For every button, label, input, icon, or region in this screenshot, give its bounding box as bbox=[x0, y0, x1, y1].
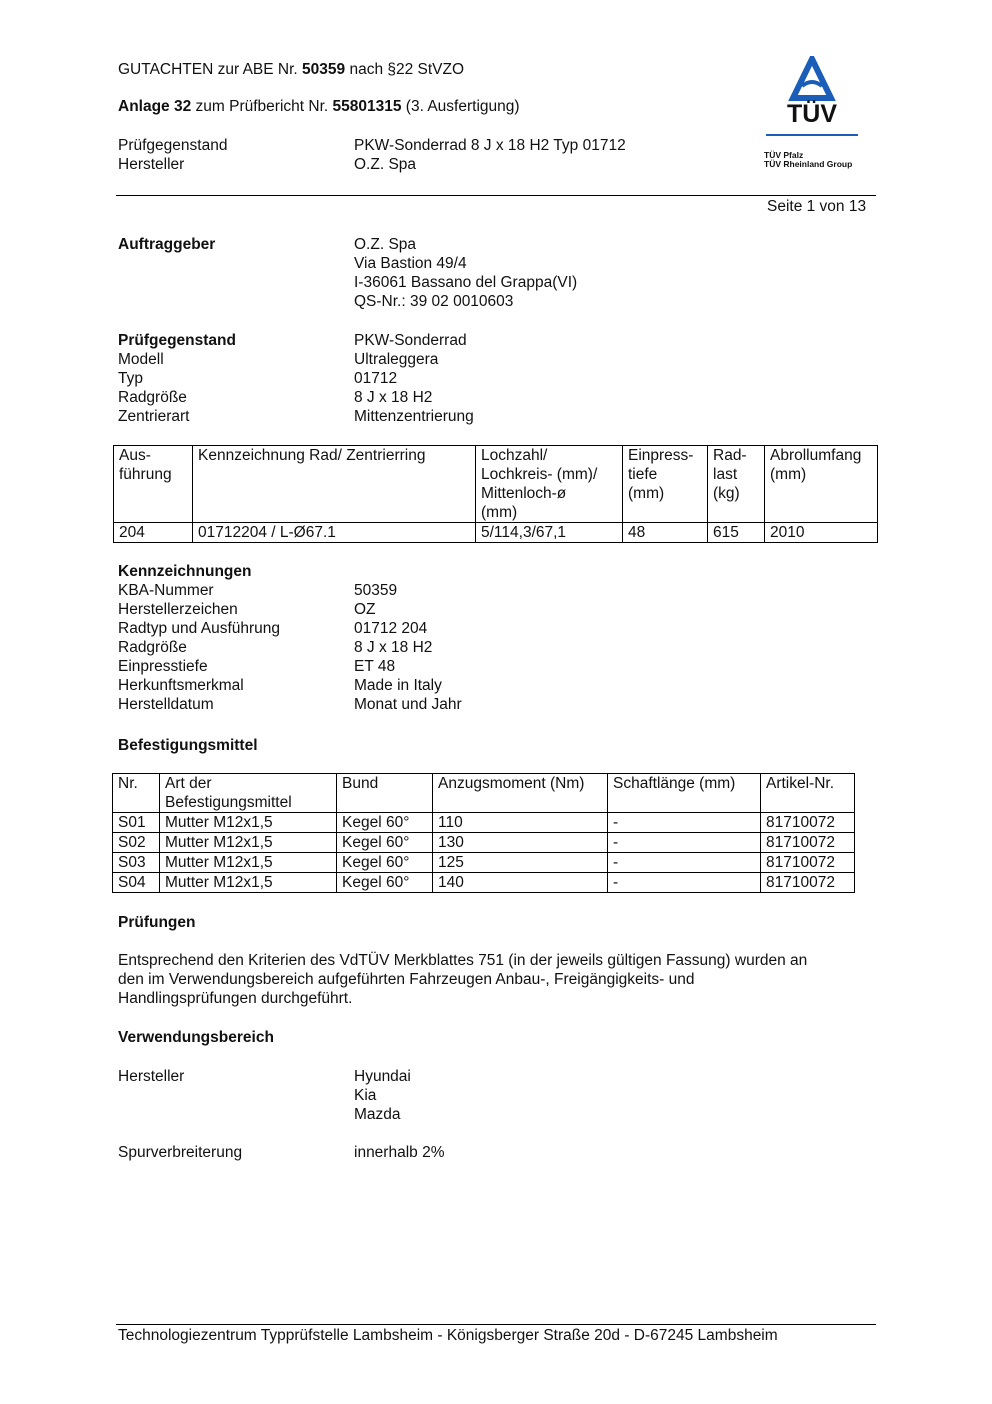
modell-label: Modell bbox=[118, 351, 164, 368]
verwendungsbereich-title: Verwendungsbereich bbox=[118, 1029, 274, 1046]
header-text: (mm) bbox=[770, 466, 807, 483]
table-cell: 615 bbox=[708, 523, 765, 543]
pruefgegenstand-values bbox=[354, 331, 474, 426]
table-header-row bbox=[113, 774, 855, 813]
pruefungen-title: Prüfungen bbox=[118, 914, 196, 931]
table-cell: 48 bbox=[623, 523, 708, 543]
table-cell: S03 bbox=[113, 853, 160, 873]
zentrierart-value: Mittenzentrierung bbox=[354, 408, 474, 425]
kennzeichnung-label: KBA-Nummer bbox=[118, 582, 214, 599]
pruefgegenstand-value: PKW-Sonderrad bbox=[354, 332, 467, 349]
header-text: Mittenloch-ø bbox=[481, 485, 567, 502]
kennzeichnung-value: OZ bbox=[354, 601, 376, 618]
table-cell: Mutter M12x1,5 bbox=[160, 813, 337, 833]
header-cell bbox=[114, 446, 193, 523]
table-cell: - bbox=[608, 813, 761, 833]
header-line-1-suffix: nach §22 StVZO bbox=[349, 61, 465, 78]
table-cell: Mutter M12x1,5 bbox=[160, 853, 337, 873]
address-line: O.Z. Spa bbox=[354, 236, 417, 253]
wheel-table bbox=[113, 445, 878, 543]
anlage-label: Anlage 32 bbox=[118, 98, 192, 115]
table-cell: 5/114,3/67,1 bbox=[476, 523, 623, 543]
hersteller-item: Mazda bbox=[354, 1106, 401, 1123]
header-text: Lochzahl/ bbox=[481, 447, 548, 464]
table-cell: Kegel 60° bbox=[337, 813, 433, 833]
table-cell: Kegel 60° bbox=[337, 833, 433, 853]
table-cell: 01712204 / L-Ø67.1 bbox=[193, 523, 476, 543]
paragraph-line: Entsprechend den Kriterien des VdTÜV Merkblattes 751 (in der jeweils gültigen Fassung) wurden an bbox=[118, 952, 808, 969]
header-cell: Schaftlänge (mm) bbox=[608, 774, 761, 813]
hersteller-item: Kia bbox=[354, 1087, 377, 1104]
table-cell: 81710072 bbox=[761, 853, 855, 873]
header-text: Art der bbox=[165, 775, 212, 792]
header-cell: Bund bbox=[337, 774, 433, 813]
table-cell: Kegel 60° bbox=[337, 853, 433, 873]
table-cell: S04 bbox=[113, 873, 160, 893]
pruefbericht-number: 55801315 bbox=[332, 98, 402, 115]
header-text: Rad- bbox=[713, 447, 747, 464]
header-line-2-suffix: (3. Ausfertigung) bbox=[405, 98, 520, 115]
hersteller-item: Hyundai bbox=[354, 1068, 411, 1085]
paragraph-line: Handlingsprüfungen durchgeführt. bbox=[118, 990, 353, 1007]
header-cell bbox=[708, 446, 765, 523]
header-text: Einpress- bbox=[628, 447, 694, 464]
kennzeichnung-value: Made in Italy bbox=[354, 677, 442, 694]
table-cell: 140 bbox=[433, 873, 608, 893]
table-cell: Mutter M12x1,5 bbox=[160, 873, 337, 893]
header-cell: Anzugsmoment (Nm) bbox=[433, 774, 608, 813]
header-text: Abrollumfang bbox=[770, 447, 862, 464]
verwendung-hersteller-label: Hersteller bbox=[118, 1068, 185, 1085]
zentrierart-label: Zentrierart bbox=[118, 408, 190, 425]
tuev-logo-text: TÜV bbox=[787, 100, 837, 128]
table-cell: - bbox=[608, 873, 761, 893]
table-row bbox=[113, 813, 855, 833]
table-cell: S01 bbox=[113, 813, 160, 833]
header-pruefgegenstand-value: PKW-Sonderrad 8 J x 18 H2 Typ 01712 bbox=[354, 137, 626, 154]
pruefungen-paragraph bbox=[118, 951, 807, 1008]
verwendung-hersteller-list bbox=[354, 1067, 411, 1124]
header-text: tiefe bbox=[628, 466, 658, 483]
paragraph-line: den im Verwendungsbereich aufgeführten Fahrzeugen Anbau-, Freigängigkeits- und bbox=[118, 971, 695, 988]
pruefgegenstand-heading: Prüfgegenstand bbox=[118, 332, 236, 349]
typ-label: Typ bbox=[118, 370, 143, 387]
radgroesse-label: Radgröße bbox=[118, 389, 187, 406]
header-line-1 bbox=[118, 60, 464, 79]
table-cell: - bbox=[608, 833, 761, 853]
header-cell: Nr. bbox=[113, 774, 160, 813]
tuev-logo-rule bbox=[766, 134, 858, 136]
kennzeichnungen-labels bbox=[118, 581, 280, 714]
tuev-logo bbox=[762, 56, 862, 176]
header-text: Aus- bbox=[119, 447, 151, 464]
header-line-2-mid: zum Prüfbericht Nr. bbox=[195, 98, 329, 115]
auftraggeber-address bbox=[354, 235, 577, 311]
tuev-triangle-icon bbox=[762, 56, 862, 106]
header-text: Befestigungsmittel bbox=[165, 794, 292, 811]
footer-text: Technologiezentrum Typprüfstelle Lambsheim - Königsberger Straße 20d - D-67245 Lambsheim bbox=[118, 1327, 778, 1344]
header-line-1-prefix: GUTACHTEN zur ABE Nr. bbox=[118, 61, 298, 78]
header-hersteller-value: O.Z. Spa bbox=[354, 156, 417, 173]
table-cell: 81710072 bbox=[761, 813, 855, 833]
radgroesse-value: 8 J x 18 H2 bbox=[354, 389, 433, 406]
table-cell: - bbox=[608, 853, 761, 873]
table-row bbox=[113, 873, 855, 893]
table-cell: 130 bbox=[433, 833, 608, 853]
table-cell: Kegel 60° bbox=[337, 873, 433, 893]
table-cell: 2010 bbox=[765, 523, 878, 543]
kennzeichnung-value: 50359 bbox=[354, 582, 398, 599]
kennzeichnung-value: ET 48 bbox=[354, 658, 396, 675]
header-text: (kg) bbox=[713, 485, 740, 502]
page-number: Seite 1 von 13 bbox=[767, 198, 867, 215]
kennzeichnung-label: Einpresstiefe bbox=[118, 658, 208, 675]
header-line-2 bbox=[118, 97, 520, 116]
header-text: Kennzeichnung Rad/ Zentrierring bbox=[198, 447, 426, 464]
befestigung-title: Befestigungsmittel bbox=[118, 737, 258, 754]
table-cell: S02 bbox=[113, 833, 160, 853]
kennzeichnung-label: Herstelldatum bbox=[118, 696, 214, 713]
kennzeichnung-value: 01712 204 bbox=[354, 620, 428, 637]
kennzeichnung-value: 8 J x 18 H2 bbox=[354, 639, 433, 656]
table-row bbox=[113, 853, 855, 873]
table-cell: 81710072 bbox=[761, 873, 855, 893]
spurverbreiterung-label: Spurverbreiterung bbox=[118, 1144, 243, 1161]
befestigung-table bbox=[112, 773, 855, 893]
auftraggeber-label: Auftraggeber bbox=[118, 236, 216, 253]
kennzeichnung-label: Radtyp und Ausführung bbox=[118, 620, 281, 637]
kennzeichnungen-values bbox=[354, 581, 462, 714]
header-cell bbox=[623, 446, 708, 523]
address-line: Via Bastion 49/4 bbox=[354, 255, 467, 272]
header-text: (mm) bbox=[628, 485, 665, 502]
table-cell: 125 bbox=[433, 853, 608, 873]
kennzeichnung-label: Herstellerzeichen bbox=[118, 601, 238, 618]
header-text: last bbox=[713, 466, 738, 483]
header-text: Lochkreis- (mm)/ bbox=[481, 466, 598, 483]
header-cell bbox=[160, 774, 337, 813]
kennzeichnung-label: Radgröße bbox=[118, 639, 187, 656]
spurverbreiterung-value: innerhalb 2% bbox=[354, 1144, 445, 1161]
header-cell: Artikel-Nr. bbox=[761, 774, 855, 813]
modell-value: Ultraleggera bbox=[354, 351, 439, 368]
header-cell bbox=[765, 446, 878, 523]
header-text: (mm) bbox=[481, 504, 518, 521]
kennzeichnung-value: Monat und Jahr bbox=[354, 696, 462, 713]
table-row bbox=[113, 833, 855, 853]
address-line: I-36061 Bassano del Grappa(VI) bbox=[354, 274, 578, 291]
abe-number: 50359 bbox=[302, 61, 346, 78]
table-row bbox=[114, 523, 878, 543]
header-cell bbox=[193, 446, 476, 523]
header-divider bbox=[116, 195, 876, 196]
address-line: QS-Nr.: 39 02 0010603 bbox=[354, 293, 514, 310]
table-header-row bbox=[114, 446, 878, 523]
kennzeichnung-label: Herkunftsmerkmal bbox=[118, 677, 244, 694]
tuev-logo-sub-2: TÜV Rheinland Group bbox=[764, 159, 853, 169]
tuev-logo-sub-1: TÜV Pfalz bbox=[764, 150, 804, 160]
header-cell bbox=[476, 446, 623, 523]
table-cell: 81710072 bbox=[761, 833, 855, 853]
table-cell: Mutter M12x1,5 bbox=[160, 833, 337, 853]
table-cell: 110 bbox=[433, 813, 608, 833]
typ-value: 01712 bbox=[354, 370, 398, 387]
header-pruefgegenstand-label: Prüfgegenstand bbox=[118, 137, 228, 154]
footer-divider bbox=[116, 1324, 876, 1325]
kennzeichnungen-title: Kennzeichnungen bbox=[118, 563, 252, 580]
header-text: führung bbox=[119, 466, 172, 483]
header-hersteller-label: Hersteller bbox=[118, 156, 185, 173]
table-cell: 204 bbox=[114, 523, 193, 543]
pruefgegenstand-labels bbox=[118, 331, 236, 426]
